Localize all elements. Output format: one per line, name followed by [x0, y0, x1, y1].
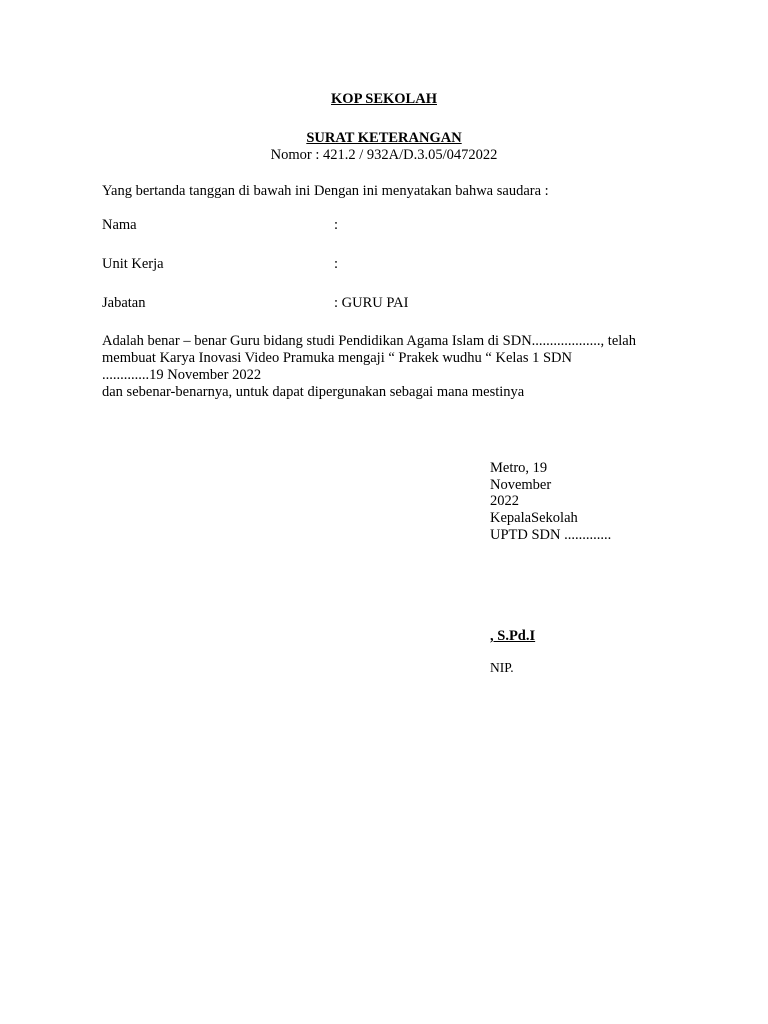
body-line: membuat Karya Inovasi Video Pramuka mengaji “ Prakek wudhu “ Kelas 1 SDN — [102, 350, 572, 366]
body-line: dan sebenar-benarnya, untuk dapat dipergunakan sebagai mana mestinya — [102, 384, 525, 400]
field-label: Jabatan — [102, 295, 146, 311]
document-title: SURAT KETERANGAN — [306, 130, 462, 146]
field-value: : — [334, 217, 339, 233]
signature-place-date: November — [490, 476, 552, 493]
signature-unit: UPTD SDN ............. — [490, 527, 612, 543]
letterhead-kop: KOP SEKOLAH — [331, 91, 437, 107]
signature-place-date: 2022 — [490, 493, 519, 509]
field-value: : — [334, 256, 339, 272]
signature-position: KepalaSekolah — [490, 510, 578, 526]
signature-nip: NIP. — [490, 660, 514, 675]
field-label: Nama — [102, 217, 137, 233]
field-label: Unit Kerja — [102, 256, 164, 272]
body-line: .............19 November 2022 — [102, 367, 262, 383]
signature-place-date: Metro, 19 — [490, 460, 548, 476]
intro-text: Yang bertanda tanggan di bawah ini Dengan ini menyatakan bahwa saudara : — [102, 183, 549, 199]
field-value: : GURU PAI — [334, 295, 409, 311]
document-number: Nomor : 421.2 / 932A/D.3.05/0472022 — [270, 147, 498, 163]
signature-name: , S.Pd.I — [490, 628, 536, 644]
body-line: Adalah benar – benar Guru bidang studi Pendidikan Agama Islam di SDN..................., telah — [102, 333, 636, 349]
